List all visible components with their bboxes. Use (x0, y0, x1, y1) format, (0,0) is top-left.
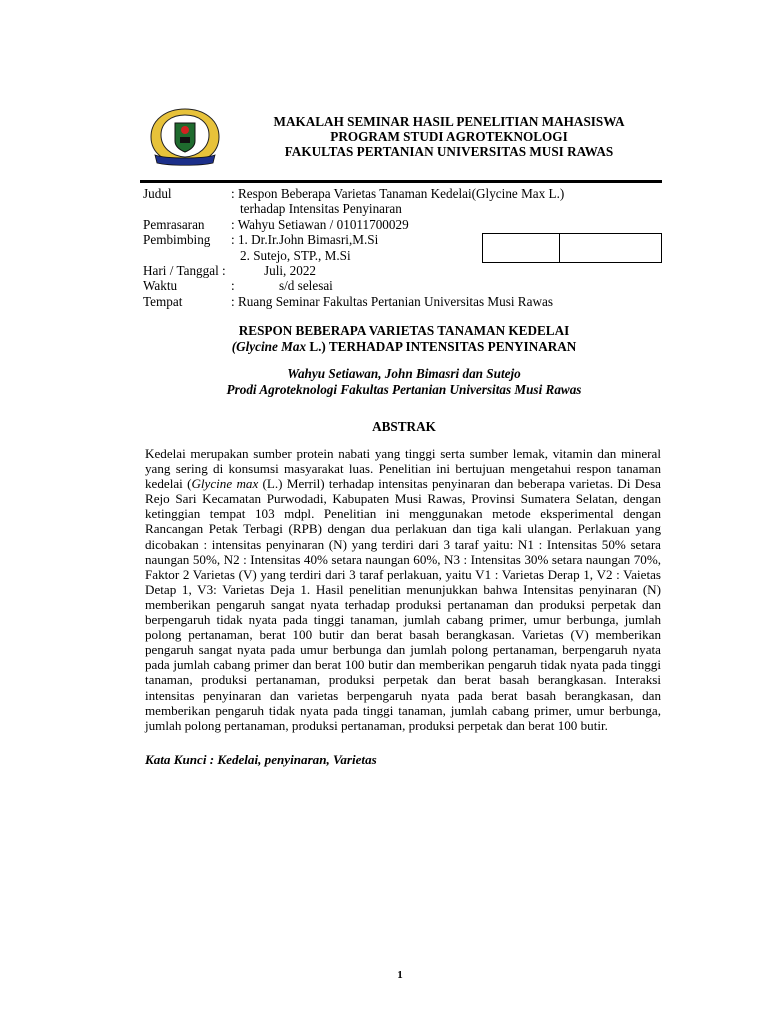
page-number: 1 (397, 969, 403, 981)
tanggal-value: Juli, 2022 (264, 263, 317, 278)
paper-title-rest: L.) TERHADAP INTENSITAS PENYINARAN (306, 339, 577, 354)
abstract-body (145, 446, 661, 733)
header-line-2: PROGRAM STUDI AGROTEKNOLOGI (330, 129, 568, 144)
judul-value: : Respon Beberapa Varietas Tanaman Kedelai(Glycine Max L.) (231, 186, 565, 201)
pemrasaran-value: : Wahyu Setiawan / 01011700029 (231, 217, 409, 232)
university-logo (147, 107, 223, 167)
paper-affiliation: Prodi Agroteknologi Fakultas Pertanian Universitas Musi Rawas (226, 382, 582, 397)
abstract-text-2: (L.) Merril) terhadap intensitas penyinaran dan beberapa varietas. Di Desa Rejo Sari Kecamatan Purwodadi, Kabupaten Musi Rawas, Provinsi Sumatera Selatan, dengan ketinggian tempat 103 mdpl. Penelitian ini menggunakan metode eksperimental dengan Rancangan Petak Terbagi (RPB) dengan dua perlakuan dan tiga kali ulangan. Perlakuan yang dicobakan : intensitas penyinaran (N) yang terdiri dari 3 taraf yaitu: N1 : Intensitas 50% setara naungan 50%, N2 : Intensitas 40% setara naungan 60%, N3 : Intensitas 30% setara naungan 70%, Faktor 2 Varietas (V) yang terdiri dari 3 taraf perlakuan, yaitu V1 : Varietas Derap 1, V2 : Vaietas Detap 1, V3: Varietas Deja 1. Hasil penelitian menunjukkan bahwa Intensitas penyinaran (N) memberikan pengaruh sangat nyata terhadap produksi pertanaman dan produksi perpetak dan berpengaruh tidak nyata pada tinggi tanaman, jumlah cabang primer, umur berbunga, jumlah polong pertanaman, berat 100 butir dan berat basah berangkasan. Varietas (V) memberikan pengaruh sangat nyata pada umur berbunga dan jumlah polong pertanaman, berpengaruh nyata pada jumlah cabang primer dan berat 100 butir dan memberikan pengaruh tidak nyata pada tinggi tanaman, produksi pertanaman, produksi perpetak dan berat basah berangkasan. Interaksi intensitas penyinaran dan varietas berpengaruh nyata pada berat basah berangkasan, dan memberikan pengaruh tidak nyata pada tinggi tanaman, jumlah cabang primer, umur berbunga, jumlah polong pertanaman, produksi pertanaman, produksi perpetak dan berat 100 butir. (145, 476, 661, 733)
pembimbing-label: Pembimbing (143, 232, 211, 247)
paper-title-line-2 (143, 339, 665, 355)
signature-boxes (482, 233, 662, 263)
tempat-value: : Ruang Seminar Fakultas Pertanian Universitas Musi Rawas (231, 294, 553, 309)
tanggal-label: Hari / Tanggal : (143, 263, 226, 278)
keywords: Kata Kunci : Kedelai, penyinaran, Varietas (145, 752, 377, 767)
judul-label: Judul (143, 186, 172, 201)
signature-box-divider (559, 234, 560, 262)
header-rule (140, 180, 662, 183)
paper-title-italic: (Glycine Max (231, 339, 307, 354)
tempat-label: Tempat (143, 294, 183, 309)
abstract-italic: Glycine max (191, 476, 259, 492)
header-line-1: MAKALAH SEMINAR HASIL PENELITIAN MAHASISWA (273, 114, 625, 129)
pemrasaran-label: Pemrasaran (143, 217, 205, 232)
pembimbing-value-1: : 1. Dr.Ir.John Bimasri,M.Si (231, 232, 379, 247)
paper-title-line-1: RESPON BEBERAPA VARIETAS TANAMAN KEDELAI (238, 323, 570, 338)
paper-authors: Wahyu Setiawan, John Bimasri dan Sutejo (287, 366, 521, 381)
waktu-colon: : (231, 278, 235, 293)
waktu-value: s/d selesai (279, 278, 333, 293)
abstract-text-1: Kedelai merupakan sumber protein nabati yang tinggi serta sumber lemak, vitamin dan mineral yang sering di konsumsi masyarakat luas. Penelitian ini bertujuan mengetahui respon tanaman kedelai ( (145, 446, 661, 492)
abstract-heading: ABSTRAK (372, 419, 436, 434)
header-line-3: FAKULTAS PERTANIAN UNIVERSITAS MUSI RAWAS (284, 144, 614, 159)
judul-value-cont: terhadap Intensitas Penyinaran (240, 201, 402, 216)
waktu-label: Waktu (143, 278, 178, 293)
pembimbing-value-2: 2. Sutejo, STP., M.Si (240, 248, 351, 263)
